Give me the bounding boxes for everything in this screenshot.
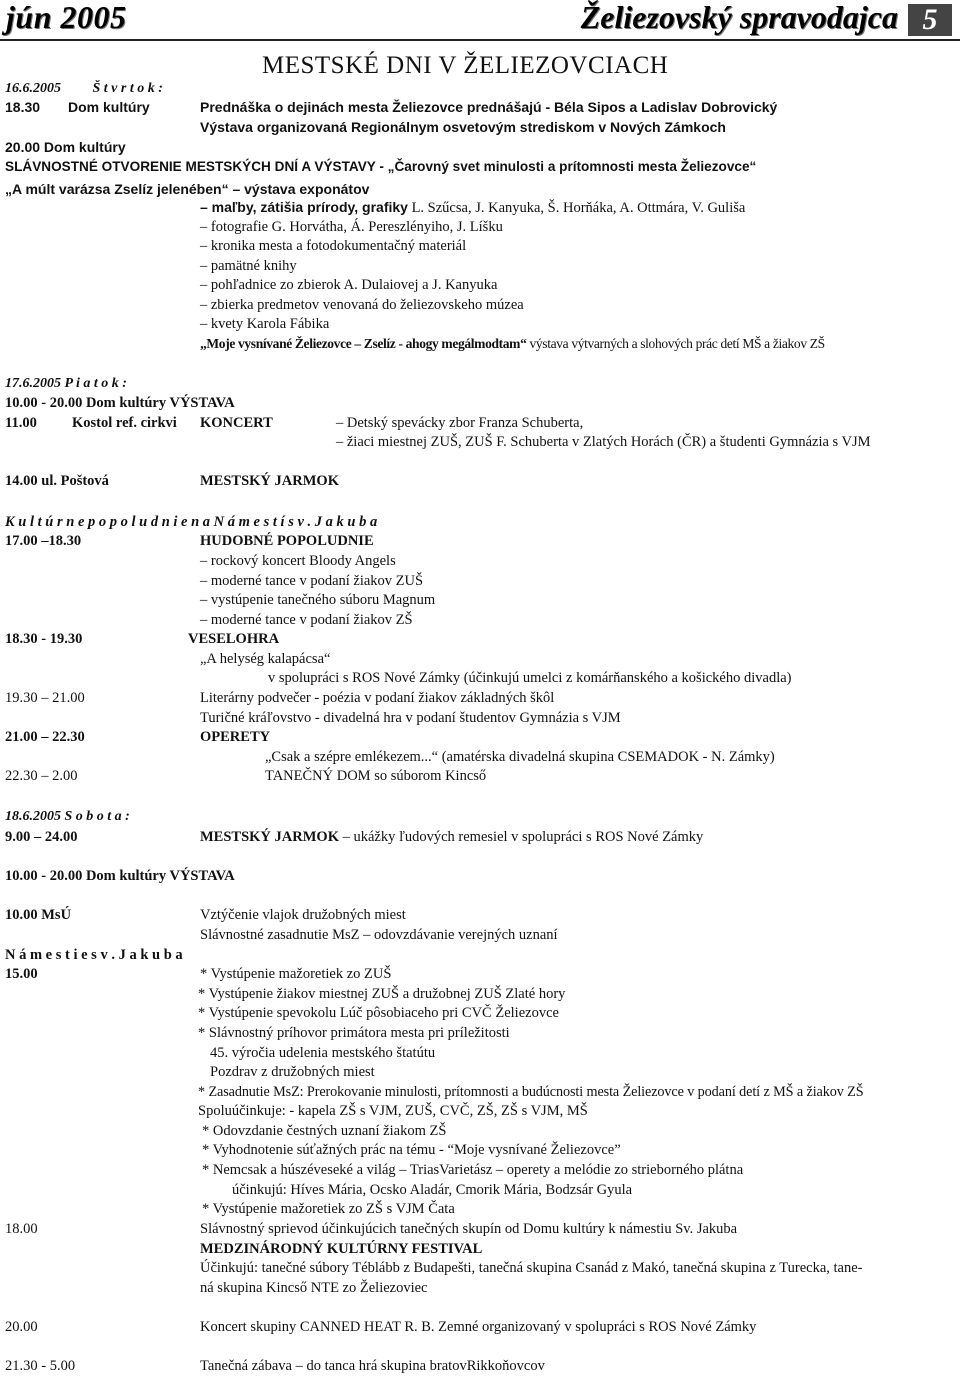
place-1830: Dom kultúry	[68, 99, 150, 115]
time-1500: 15.00	[5, 966, 38, 982]
saturday-day: S o b o t a :	[64, 809, 130, 824]
thursday-day: Š t v r t o k :	[92, 81, 163, 96]
expo-item-4: – pamätné knihy	[200, 258, 297, 274]
expo-item-7: – kvety Karola Fábika	[200, 316, 330, 332]
time-1930: 19.30 – 21.00	[5, 690, 85, 706]
music-item-2: – moderné tance v podaní žiakov ZUŠ	[200, 573, 424, 589]
saturday-exhibition: 10.00 - 20.00 Dom kultúry VÝSTAVA	[5, 868, 235, 884]
expo-item-8: „Moje vysnívané Želiezovce – Zselíz - ahogy megálmodtam“ výstava výtvarných a slohových prác detí MŠ a žiakov ZŠ	[200, 336, 825, 351]
festival-heading: MEDZINÁRODNÝ KULTÚRNY FESTIVAL	[200, 1241, 483, 1257]
page-number: 5	[908, 4, 952, 36]
council-session: Slávnostné zasadnutie MsZ – odovzdávanie verejných uznaní	[200, 927, 558, 943]
place-1100: Kostol ref. cirkvi	[72, 415, 177, 431]
program-4c: Pozdrav z družobných miest	[210, 1064, 375, 1080]
dance-house: TANEČNÝ DOM so súborom Kincső	[265, 768, 487, 784]
time-2000: 20.00 Dom kultúry	[5, 139, 126, 155]
flags-raising: Vztýčenie vlajok družobných miest	[200, 907, 406, 923]
expo-item-5: – pohľadnice zo zbierok A. Dulaiovej a J. Kanyuka	[200, 277, 498, 293]
time-1100: 11.00	[5, 415, 37, 431]
concert-label: KONCERT	[200, 415, 273, 431]
page-title: MESTSKÉ DNI V ŽELIEZOVCIACH	[262, 52, 669, 79]
operetta-note: „Csak a szépre emlékezem...“ (amatérska divadelná skupina CSEMADOK - N. Zámky)	[265, 749, 775, 765]
time-2100: 21.00 – 22.30	[5, 729, 85, 745]
operetta-heading: OPERETY	[200, 729, 271, 745]
issue-date: jún 2005	[6, 0, 127, 35]
literary-evening: Literárny podvečer - poézia v podaní žiakov základných škôl	[200, 690, 555, 706]
time-2000b: 20.00	[5, 1319, 38, 1335]
time-1800: 18.00	[5, 1221, 38, 1237]
theatre-play: Turičné kráľovstvo - divadelná hra v podaní študentov Gymnázia s VJM	[200, 710, 621, 726]
program-5: * Zasadnutie MsZ: Prerokovanie minulosti, prítomnosti a budúcnosti mesta Želiezovce v podaní detí z MŠ a žiakov ZŠ	[198, 1084, 864, 1100]
lecture: Prednáška o dejinách mesta Želiezovce prednášajú - Béla Sipos a Ladislav Dobrovický	[200, 99, 778, 115]
friday-market: MESTSKÝ JARMOK	[200, 473, 339, 489]
expo-item-6: – zbierka predmetov venovaná do želiezovskeho múzea	[200, 297, 524, 313]
opening: SLÁVNOSTNÉ OTVORENIE MESTSKÝCH DNÍ A VÝSTAVY - „Čarovný svet minulosti a prítomnosti mesta Želiezovce“	[5, 159, 757, 174]
expo-item-1: – maľby, zátišia prírody, grafiky L. Szűcsa, J. Kanyuka, Š. Horňáka, A. Ottmára, V. Guliša	[200, 199, 746, 216]
expo-item-2: – fotografie G. Horvátha, Á. Pereszlényiho, J. Líšku	[200, 219, 503, 235]
friday-date: 17.6.2005 P i a t o k :	[5, 376, 127, 391]
expo-title: „A múlt varázsa Zselíz jelenében“ – výstava exponátov	[5, 181, 370, 197]
concert-line-2: – žiaci miestnej ZUŠ, ZUŠ F. Schuberta v Zlatých Horách (ČR) a študenti Gymnázia s VJM	[336, 434, 871, 450]
time-1700: 17.00 –18.30	[5, 533, 82, 549]
program-5b: Spoluúčinkuje: - kapela ZŠ s VJM, ZUŠ, CVČ, ZŠ, ZŠ s VJM, MŠ	[198, 1103, 588, 1119]
comedy-heading: VESELOHRA	[188, 631, 280, 647]
thursday-date: 16.6.2005 Š t v r t o k :	[5, 81, 163, 96]
header-rule	[0, 39, 960, 41]
canned-heat-concert: Koncert skupiny CANNED HEAT R. B. Zemné organizovaný v spolupráci s ROS Nové Zámky	[200, 1319, 757, 1335]
saturday-date: 18.6.2005 S o b o t a :	[5, 809, 130, 824]
music-item-4: – moderné tance v podaní žiakov ZŠ	[200, 612, 413, 628]
program-1: * Vystúpenie mažoretiek zo ZUŠ	[200, 966, 392, 982]
festival-line-1: Účinkujú: tanečné súbory Téblább z Budapešti, tanečná skupina Csanád z Makó, tanečná skupina z Turecka, tane-	[200, 1260, 863, 1276]
time-1000: 10.00 MsÚ	[5, 907, 72, 923]
time-2230: 22.30 – 2.00	[5, 768, 78, 784]
music-item-1: – rockový koncert Bloody Angels	[200, 553, 396, 569]
program-3: * Vystúpenie spevokolu Lúč pôsobiaceho pri CVČ Želiezovce	[198, 1005, 559, 1021]
time-1400: 14.00 ul. Poštová	[5, 473, 109, 489]
program-8: * Nemcsak a húszéveseké a világ – TriasVarietász – operety a melódie zo strieborného plátna	[202, 1162, 744, 1178]
music-item-3: – vystúpenie tanečného súboru Magnum	[200, 592, 436, 608]
festival-line-2: ná skupina Kincső NTE zo Želiezoviec	[200, 1280, 428, 1296]
newsletter-name: Želiezovský spravodajca	[580, 0, 898, 35]
play-title: „A helység kalapácsa“	[200, 651, 331, 667]
square-heading: N á m e s t i e s v . J a k u b a	[5, 947, 183, 963]
dance-party: Tanečná zábava – do tanca hrá skupina bratovRikkoňovcov	[200, 1358, 545, 1374]
play-note: v spolupráci s ROS Nové Zámky (účinkujú umelci z komárňanského a košického divadla)	[268, 670, 792, 686]
program-8b: účinkujú: Híves Mária, Ocsko Aladár, Cmorik Mária, Bodzsár Gyula	[232, 1182, 633, 1198]
afternoon-heading: K u l t ú r n e p o p o l u d n i e n a N á m e s t í s v . J a k u b a	[5, 514, 378, 530]
time-0900: 9.00 – 24.00	[5, 829, 78, 845]
program-9: * Vystúpenie mažoretiek zo ZŠ s VJM Čata	[202, 1201, 455, 1217]
friday-exhibition: 10.00 - 20.00 Dom kultúry VÝSTAVA	[5, 395, 235, 411]
expo-item-3: – kronika mesta a fotodokumentačný materiál	[200, 238, 467, 254]
program-2: * Vystúpenie žiakov miestnej ZUŠ a družobnej ZUŠ Zlaté hory	[198, 986, 566, 1002]
exhibition-org: Výstava organizovaná Regionálnym osvetovým strediskom v Nových Zámkoch	[200, 119, 726, 135]
program-4: * Slávnostný príhovor primátora mesta pri príležitosti	[198, 1025, 510, 1041]
concert-line-1: – Detský spevácky zbor Franza Schuberta,	[336, 415, 584, 431]
program-6: * Odovzdanie čestných uznaní žiakom ZŠ	[202, 1123, 447, 1139]
program-7: * Vyhodnotenie súťažných prác na tému - “Moje vysnívané Želiezovce”	[202, 1142, 621, 1158]
page-header	[0, 0, 960, 42]
saturday-market: MESTSKÝ JARMOK – ukážky ľudových remesiel v spolupráci s ROS Nové Zámky	[200, 829, 704, 845]
time-2130: 21.30 - 5.00	[5, 1358, 76, 1374]
procession: Slávnostný sprievod účinkujúcich tanečných skupín od Domu kultúry k námestiu Sv. Jakuba	[200, 1221, 738, 1237]
music-heading: HUDOBNÉ POPOLUDNIE	[200, 533, 374, 549]
time-1830b: 18.30 - 19.30	[5, 631, 83, 647]
program-4b: 45. výročia udelenia mestského štatútu	[210, 1045, 436, 1061]
friday-day: P i a t o k :	[64, 376, 127, 391]
time-1830: 18.30	[5, 99, 41, 115]
